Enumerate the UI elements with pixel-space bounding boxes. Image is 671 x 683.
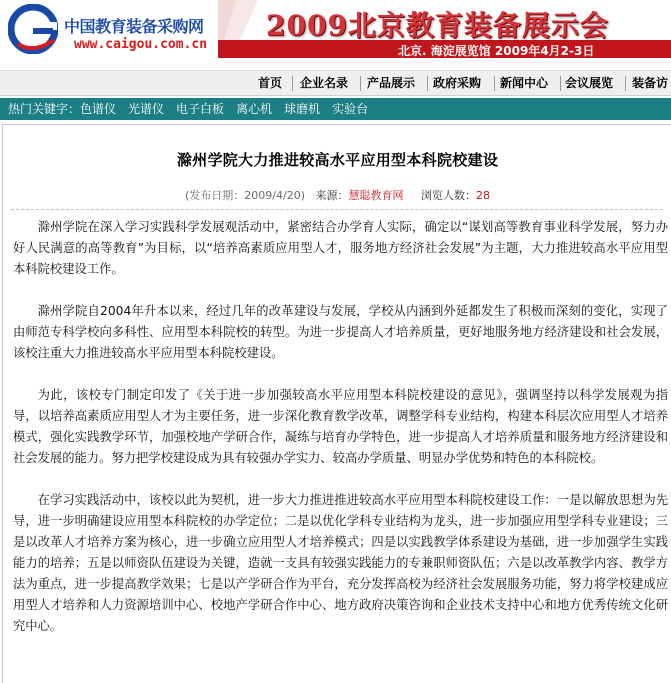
nav-item-home[interactable]: 首页 [258,76,283,90]
site-header [0,0,671,66]
main-nav [0,70,671,96]
nav-separator [494,76,495,91]
hot-keyword-link[interactable]: 光谱仪 [128,102,165,116]
hot-keyword-link[interactable]: 实验台 [332,102,369,116]
publish-date: (发布日期：2009/4/20) [185,189,305,202]
logo-g-icon[interactable] [8,4,58,54]
nav-item-products[interactable]: 产品展示 [367,76,416,90]
hot-keyword-link[interactable]: 电子白板 [176,102,225,116]
views-count: 28 [475,189,490,202]
expo-banner[interactable] [218,0,671,66]
hot-keyword-link[interactable]: 球磨机 [284,102,321,116]
banner-subtitle: 北京. 海淀展览馆 2009年4月2-3日 [398,44,595,58]
article-title: 滁州学院大力推进较高水平应用型本科院校建设 [176,151,499,169]
article-paragraph: 为此，该校专门制定印发了《关于进一步加强较高水平应用型本科院校建设的意见》，强调坚持以科学发展观为指导，以培养高素质应用型人才为主要任务，进一步深化教育教学改革，调整学科专业结构，构建本科层次应用型人才培养模式，强化实践教学环节，加强校地产学研合作，凝练与培育办学特色，进一步提高人才培养质量和服务地方经济建设和社会发展的能力。努力把学校建设成为具有较强办学实力、较高办学质量、明显办学优势和特色的本科院校。 [13,388,668,465]
article-paragraph: 滁州学院在深入学习实践科学发展观活动中，紧密结合办学育人实际，确定以“谋划高等教育事业科学发展，努力办好人民满意的高等教育”为目标，以“培养高素质应用型人才，服务地方经济社会发展”为主题，大力推进较高水平应用型本科院校建设工作。 [13,220,668,276]
article-container [2,124,671,683]
nav-item-equipment[interactable]: 装备访 [632,76,669,90]
article-paragraph: 在学习实践活动中，该校以此为契机，进一步大力推进推进较高水平应用型本科院校建设工作：一是以解放思想为先导，进一步明确建设应用型本科院校的办学定位；二是以优化学科专业结构为龙头，进一步加强应用型学科专业建设；三是以改革人才培养方案为核心，进一步确立应用型人才培养模式；四是以实践教学体系建设为基础，进一步加强学生实践能力的培养；五是以师资队伍建设为关键，造就一支具有较强实践能力的专兼职师资队伍；六是以改革教学内容、教学方法为重点，进一步提高教学效果；七是以产学研合作为平台，充分发挥高校为经济社会发展服务功能，努力将学校建成应用型人才培养和人力资源培训中心、校地产学研合作中心、地方政府决策咨询和企业技术支持中心和地方优秀传统文化研究中心。 [13,493,668,633]
nav-separator [360,76,361,91]
nav-separator [427,76,428,91]
hot-keywords-bar [0,98,671,120]
logo-title[interactable]: 中国教育装备采购网 [64,17,204,36]
nav-item-procurement[interactable]: 政府采购 [433,76,482,90]
logo-url[interactable]: www.caigou.com.cn [74,37,208,52]
meta-divider [11,209,663,210]
hot-keyword-link[interactable]: 离心机 [236,102,273,116]
views-label: 浏览人数： [420,189,476,202]
hot-keywords-label: 热门关键字： [8,102,81,116]
source-label: 来源： [315,189,349,202]
source-link[interactable]: 慧聪教育网 [348,189,404,202]
banner-title: 2009北京教育装备展示会 [266,9,609,42]
article-paragraph: 滁州学院自2004年升本以来，经过几年的改革建设与发展，学校从内涵到外延都发生了积极而深刻的变化，实现了由师范专科学校向多科性、应用型本科院校的转型。为进一步提高人才培养质量，更好地服务地方经济建设和社会发展，该校注重大力推进较高水平应用型本科院校建设。 [13,304,668,360]
nav-separator [625,76,626,91]
article-meta [3,187,671,203]
article-body [13,217,668,658]
nav-item-exhibitions[interactable]: 会议展览 [565,76,614,90]
nav-item-directory[interactable]: 企业名录 [300,76,349,90]
nav-separator [292,76,293,91]
nav-item-news[interactable]: 新闻中心 [500,76,549,90]
nav-separator [560,76,561,91]
hot-keyword-link[interactable]: 色谱仪 [80,102,117,116]
